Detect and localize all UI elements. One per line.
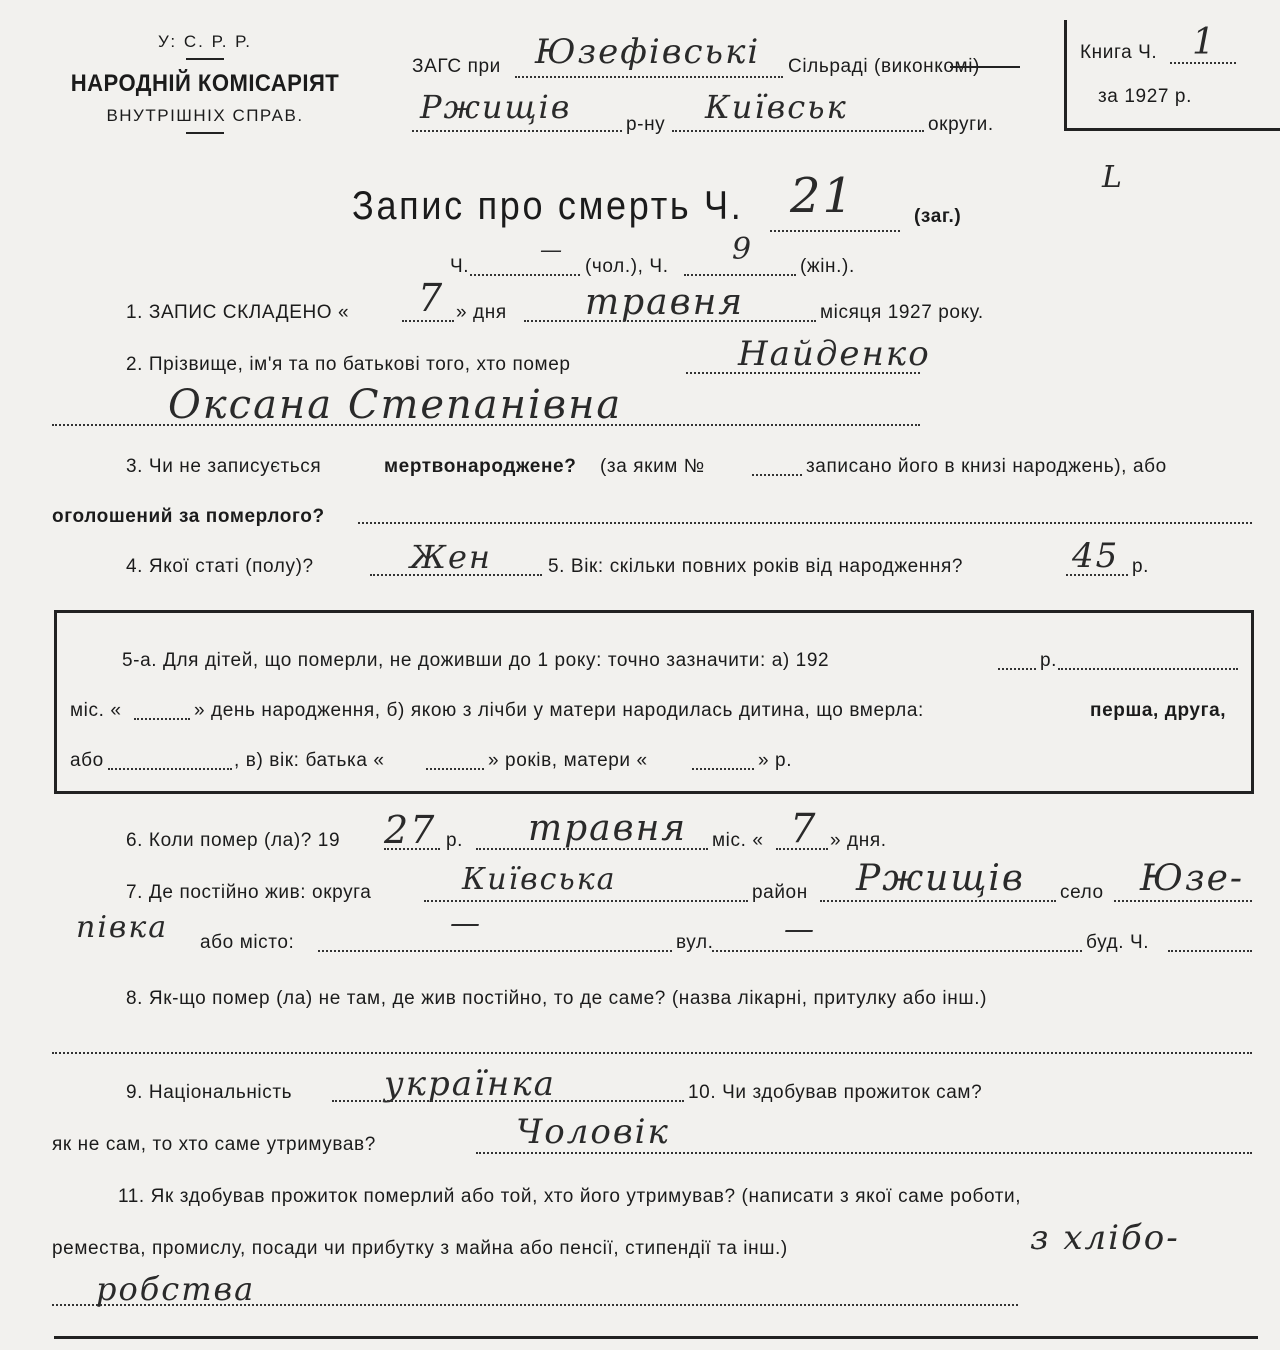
item7-city-line <box>318 950 672 952</box>
item5a-father-age-line <box>426 768 484 770</box>
item3-declared-line <box>358 522 1252 524</box>
item10-supporter-line <box>476 1152 1252 1154</box>
zags-okruha-handwritten: Київськ <box>705 88 848 126</box>
book-year: за 1927 р. <box>1098 86 1192 107</box>
item5a-line1: 5-а. Для дітей, що померли, не доживши до 1 року: точно зазначити: а) 192 <box>122 650 830 671</box>
item5a-line2-a: міс. « <box>70 700 122 721</box>
record-total-label: (заг.) <box>914 206 962 227</box>
commissariat-title: НАРОДНІЙ КОМІСАРІЯТ <box>70 70 340 97</box>
male-count-handwritten: — <box>540 238 564 263</box>
item11-livelihood-cont-handwritten: робства <box>96 1270 256 1308</box>
item6-month-handwritten: травня <box>528 808 688 849</box>
item9-nationality-handwritten: українка <box>384 1064 556 1104</box>
item1-month-line <box>524 320 816 322</box>
item5a-line3-d: » р. <box>758 750 793 771</box>
book-number-line <box>1170 62 1236 64</box>
item5a-line2-b: » день народження, б) якою з лічби у матери народилась дитина, що вмерла: <box>194 700 924 721</box>
item5a-day-line <box>134 718 190 720</box>
commissariat-header <box>40 32 370 134</box>
item10-supporter-label: як не сам, то хто саме утримував? <box>52 1134 376 1155</box>
book-box <box>1064 20 1280 131</box>
item4-sex-line <box>370 574 542 576</box>
item10-supporter-handwritten: Чоловік <box>516 1112 670 1152</box>
item6-day-line <box>776 848 828 850</box>
female-count-handwritten: 9 <box>732 232 754 267</box>
item4-sex-handwritten: Жен <box>410 538 492 576</box>
item6-label-b: р. <box>446 830 464 851</box>
item11-answer-line <box>52 1304 1018 1306</box>
item6-label-d: » дня. <box>830 830 887 851</box>
record-ch-label: Ч. <box>450 256 470 277</box>
header-divider <box>186 58 224 60</box>
item4-label: 4. Якої статі (полу)? <box>126 556 314 577</box>
item7-house-line <box>1168 950 1252 952</box>
country-label: У: С. Р. Р. <box>157 32 253 51</box>
item5-age-line <box>1066 574 1128 576</box>
item7-village-cont-handwritten: півка <box>76 910 169 945</box>
header-divider <box>186 132 224 134</box>
margin-mark: L <box>1102 160 1124 195</box>
item7-label-c: село <box>1060 882 1104 903</box>
book-label: Книга Ч. <box>1080 42 1158 63</box>
male-count-line <box>470 274 580 276</box>
item1-label-b: » дня <box>456 302 507 323</box>
item6-year-handwritten: 27 <box>384 808 437 852</box>
book-number-handwritten: 1 <box>1192 22 1217 63</box>
item5-unit: р. <box>1132 556 1150 577</box>
item7-label-f: буд. Ч. <box>1086 932 1150 953</box>
item6-year-line <box>384 848 440 850</box>
item1-label-a: 1. ЗАПИС СКЛАДЕНО « <box>126 302 350 323</box>
item3-label-c: записано його в книзі народжень), або <box>806 456 1167 477</box>
zags-village-handwritten: Юзефівські <box>535 32 761 72</box>
female-count-line <box>684 274 796 276</box>
item1-day-handwritten: 7 <box>418 276 445 320</box>
item6-label-a: 6. Коли помер (ла)? 19 <box>126 830 341 851</box>
item9-nationality-line <box>332 1100 684 1102</box>
zags-okruha-line <box>672 130 924 132</box>
item5a-year-line <box>998 668 1036 670</box>
zags-rayon-handwritten: Ржищів <box>420 88 572 126</box>
item3-declared-label: оголошений за померлого? <box>52 506 325 527</box>
item7-okruha-line <box>424 900 748 902</box>
item5-age-handwritten: 45 <box>1072 536 1120 576</box>
item3-label-a: 3. Чи не записується <box>126 456 322 477</box>
item6-day-handwritten: 7 <box>790 806 818 852</box>
item9-label: 9. Національність <box>126 1082 293 1103</box>
item7-village-line <box>1114 900 1252 902</box>
item8-label: 8. Як-що помер (ла) не там, де жив постійно, то де саме? (назва лікарні, притулку або інш.) <box>126 988 987 1009</box>
item7-label-b: район <box>752 882 808 903</box>
item6-month-line <box>476 848 708 850</box>
item7-okruha-handwritten: Київська <box>462 862 617 897</box>
item1-month-handwritten: травня <box>585 282 745 323</box>
item7-city-handwritten: — <box>450 906 482 941</box>
record-number-handwritten: 21 <box>790 168 856 224</box>
item6-label-c: міс. « <box>712 830 764 851</box>
item5a-year-unit: р. <box>1040 650 1058 671</box>
item11-livelihood-handwritten: з хлібо- <box>1030 1218 1180 1258</box>
male-count-label: (чол.), Ч. <box>585 256 669 277</box>
item3-number-line <box>752 474 802 476</box>
record-title: Запис про смерть Ч. <box>352 184 744 228</box>
zags-rayon-label: р-ну <box>626 114 666 135</box>
item1-label-c: місяця 1927 року. <box>820 302 984 323</box>
item7-rayon-line <box>820 900 1056 902</box>
council-strike <box>950 66 1020 68</box>
item10-label: 10. Чи здобував прожиток сам? <box>688 1082 983 1103</box>
item2-name-line <box>52 424 920 426</box>
item3-stillborn-label: мертвонароджене? <box>384 456 577 477</box>
item7-label-e: вул. <box>676 932 714 953</box>
item3-label-b: (за яким № <box>600 456 705 477</box>
item7-village-handwritten: Юзе- <box>1140 858 1245 899</box>
zags-okruha-label: округи. <box>928 114 994 135</box>
item5a-line3-a: або <box>70 750 104 771</box>
item5-label: 5. Вік: скільки повних років від народження? <box>548 556 964 577</box>
zags-council-label: Сільраді (виконкомі) <box>788 56 980 77</box>
item2-surname-handwritten: Найденко <box>738 334 931 374</box>
item11-line1: 11. Як здобував прожиток померлий або той, хто його утримував? (написати з якої саме роботи, <box>118 1186 1022 1207</box>
item11-line2: ремества, промислу, посади чи прибутку з майна або пенсії, стипендії та інш.) <box>52 1238 788 1259</box>
item7-street-line <box>712 950 1082 952</box>
item2-name-handwritten: Оксана Степанівна <box>168 382 623 428</box>
record-number-line <box>770 230 900 232</box>
item7-label-d: або місто: <box>200 932 295 953</box>
bottom-rule <box>54 1336 1258 1339</box>
item5a-mother-age-line <box>692 768 754 770</box>
item2-label: 2. Прізвище, ім'я та по батькові того, хто помер <box>126 354 571 375</box>
zags-village-line <box>515 76 783 78</box>
item7-rayon-handwritten: Ржищів <box>856 858 1025 899</box>
item7-street-handwritten: — <box>784 912 816 947</box>
female-count-label: (жін.). <box>800 256 855 277</box>
item8-answer-line <box>52 1052 1252 1054</box>
item5a-line3-b: , в) вік: батька « <box>234 750 385 771</box>
item7-label-a: 7. Де постійно жив: округа <box>126 882 372 903</box>
item5a-month-line <box>1058 668 1238 670</box>
zags-prefix: ЗАГС при <box>412 56 501 77</box>
department-label: ВНУТРІШНІХ СПРАВ. <box>106 106 304 125</box>
item1-day-line <box>402 320 454 322</box>
item5a-line3-c: » років, матери « <box>488 750 648 771</box>
item5a-order-options: перша, друга, <box>1090 700 1227 721</box>
item2-surname-line <box>686 372 920 374</box>
zags-rayon-line <box>412 130 622 132</box>
item5a-other-line <box>108 768 232 770</box>
